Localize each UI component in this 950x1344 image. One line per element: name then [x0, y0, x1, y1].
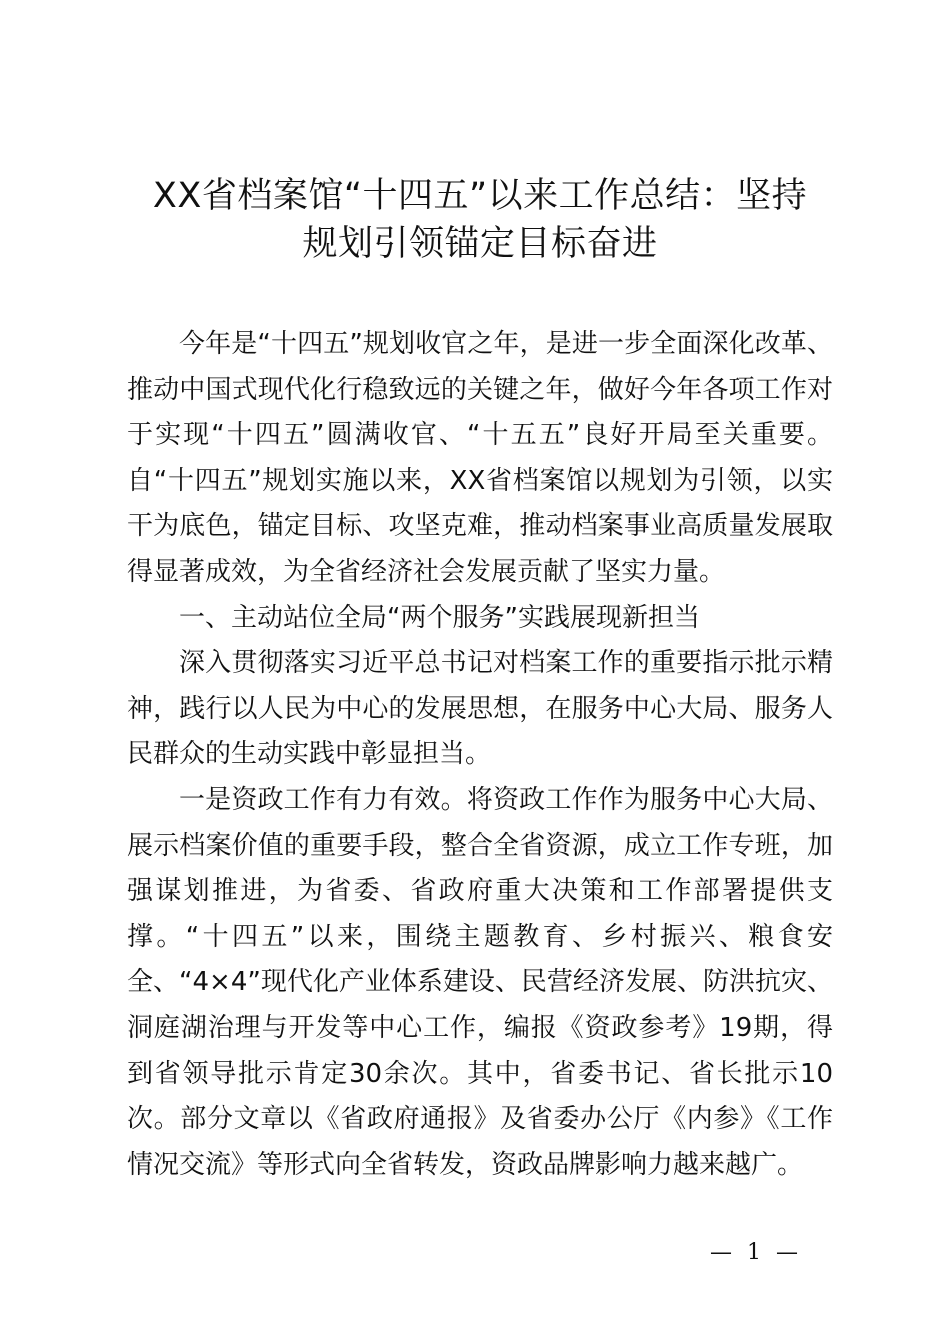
document-body: [127, 322, 833, 1188]
section-intro-paragraph: 深入贯彻落实习近平总书记对档案工作的重要指示批示精神，践行以人民为中心的发展思想，在服务中心大局、服务人民群众的生动实践中彰显担当。: [127, 648, 833, 770]
title-line-2: 规划引领锚定目标奋进: [302, 224, 658, 264]
point-one-paragraph: 一是资政工作有力有效。将资政工作作为服务中心大局、展示档案价值的重要手段，整合全省资源，成立工作专班，加强谋划推进，为省委、省政府重大决策和工作部署提供支撑。“十四五”以来，围绕主题教育、乡村振兴、粮食安全、“4×4”现代化产业体系建设、民营经济发展、防洪抗灾、洞庭湖治理与开发等中心工作，编报《资政参考》19期，得到省领导批示肯定30余次。其中，省委书记、省长批示10次。部分文章以《省政府通报》及省委办公厅《内参》《工作情况交流》等形式向全省转发，资政品牌影响力越来越广。: [127, 784, 833, 1180]
title-line-1: XX省档案馆“十四五”以来工作总结：坚持: [152, 176, 808, 216]
intro-paragraph: 今年是“十四五”规划收官之年，是进一步全面深化改革、推动中国式现代化行稳致远的关键之年，做好今年各项工作对于实现“十四五”圆满收官、“十五五”良好开局至关重要。自“十四五”规划实施以来，XX省档案馆以规划为引领，以实干为底色，锚定目标、攻坚克难，推动档案事业高质量发展取得显著成效，为全省经济社会发展贡献了坚实力量。: [127, 329, 833, 587]
section-heading: 一、主动站位全局“两个服务”实践展现新担当: [179, 602, 700, 633]
document-title: [100, 172, 860, 268]
page-number: — 1 —: [710, 1240, 802, 1265]
